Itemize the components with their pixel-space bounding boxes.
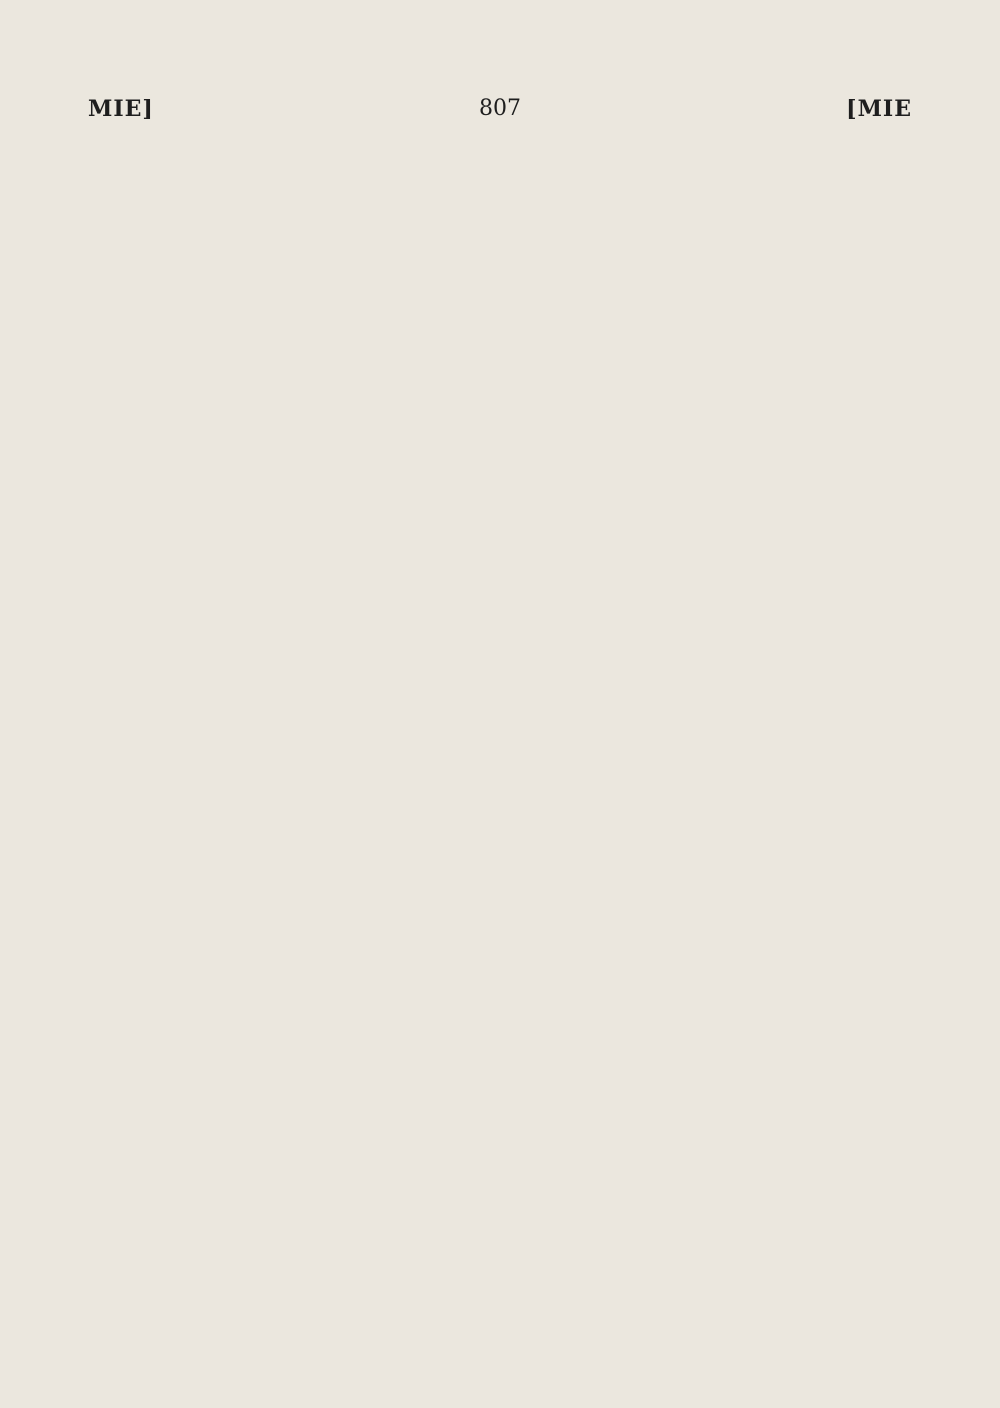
running-header [88, 96, 912, 132]
header-right-guide: [MIE [846, 96, 912, 122]
header-left-guide: MIE] [88, 96, 154, 122]
page-number: 807 [479, 96, 521, 121]
